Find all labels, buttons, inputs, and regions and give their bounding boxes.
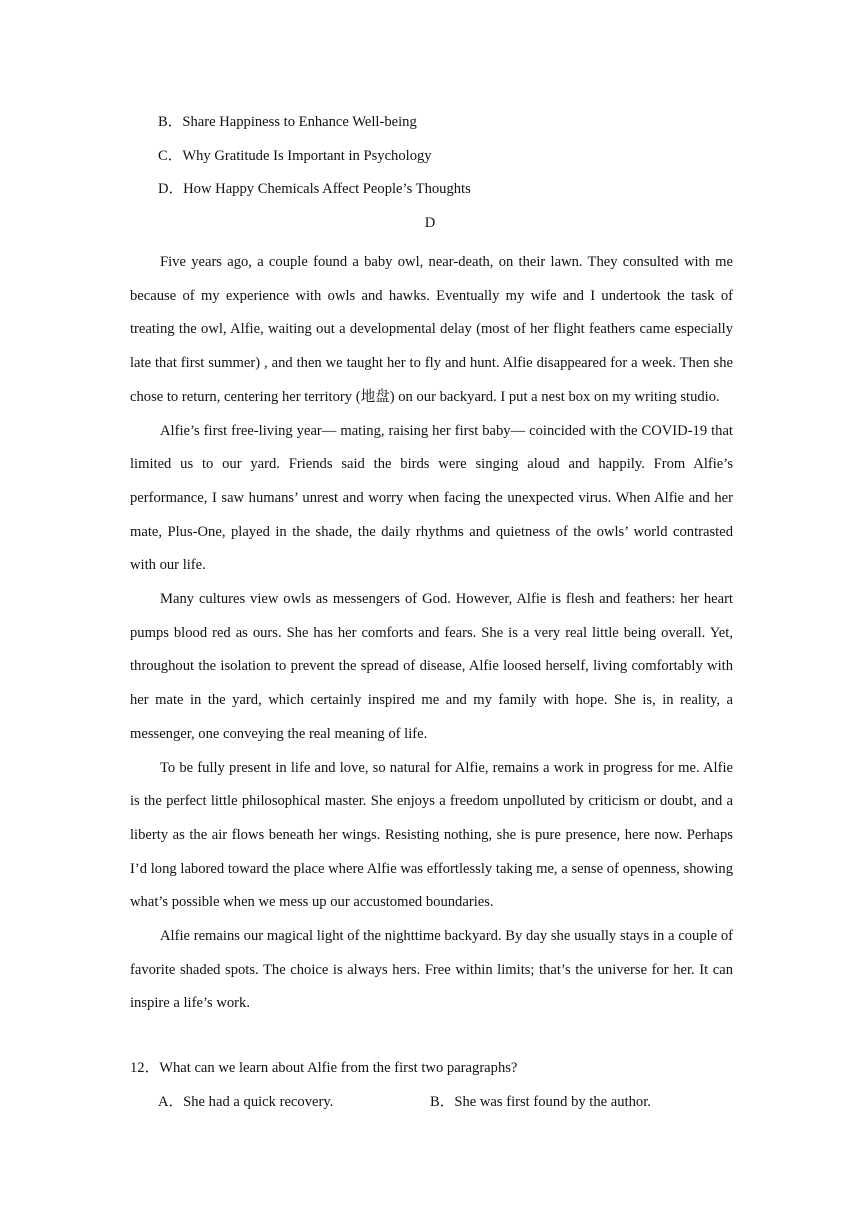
answer-option-b: B．She was first found by the author.: [430, 1094, 651, 1110]
option-c-prev: C．Why Gratitude Is Important in Psychology: [158, 148, 432, 164]
paragraph-3: Many cultures view owls as messengers of God. However, Alfie is flesh and feathers: her heart pumps blood red as ours. She has her comforts and fears. She is a very real little being overall. Yet, throughout the isolation to prevent the spread of disease, Alfie loosed herself, living comfortably with her mate in the yard, which certainly inspired me and my family with hope. She is, in reality, a messenger, one conveying the real meaning of life.: [130, 591, 733, 742]
paragraph-5: Alfie remains our magical light of the nighttime backyard. By day she usually stays in a couple of favorite shaded spots. The choice is always hers. Free within limits; that’s the universe for her. It can inspire a life’s work.: [130, 928, 733, 1012]
option-b-prev: B．Share Happiness to Enhance Well-being: [158, 114, 417, 130]
option-d-prev: D．How Happy Chemicals Affect People’s Thoughts: [158, 181, 471, 197]
section-heading: D: [424, 215, 436, 231]
paragraph-1: Five years ago, a couple found a baby owl, near-death, on their lawn. They consulted with me because of my experience with owls and hawks. Eventually my wife and I undertook the task of treating the owl, Alfie, waiting out a developmental delay (most of her flight feathers came especially late that first summer) , and then we taught her to fly and hunt. Alfie disappeared for a week. Then she chose to return, centering her territory (地盘) on our backyard. I put a nest box on my writing studio.: [130, 254, 733, 405]
paragraph-4: To be fully present in life and love, so natural for Alfie, remains a work in progress for me. Alfie is the perfect little philosophical master. She enjoys a freedom unpolluted by criticism or doubt, and a liberty as the air flows beneath her wings. Resisting nothing, she is pure presence, here now. Perhaps I’d long labored toward the place where Alfie was effortlessly taking me, a sense of openness, showing what’s possible when we mess up our accustomed boundaries.: [130, 759, 733, 911]
answer-option-a: A．She had a quick recovery.: [158, 1094, 334, 1110]
paragraph-2: Alfie’s first free-living year— mating, raising her first baby— coincided with the COVID-19 that limited us to our yard. Friends said the birds were singing aloud and happily. From Alfie’s performance, I saw humans’ unrest and worry when facing the unexpected virus. When Alfie and her mate, Plus-One, played in the shade, the daily rhythms and quietness of the owls’ world contrasted with our life.: [130, 422, 733, 574]
question-12: 12．What can we learn about Alfie from the first two paragraphs?: [130, 1060, 518, 1076]
article-body: [130, 246, 733, 1021]
